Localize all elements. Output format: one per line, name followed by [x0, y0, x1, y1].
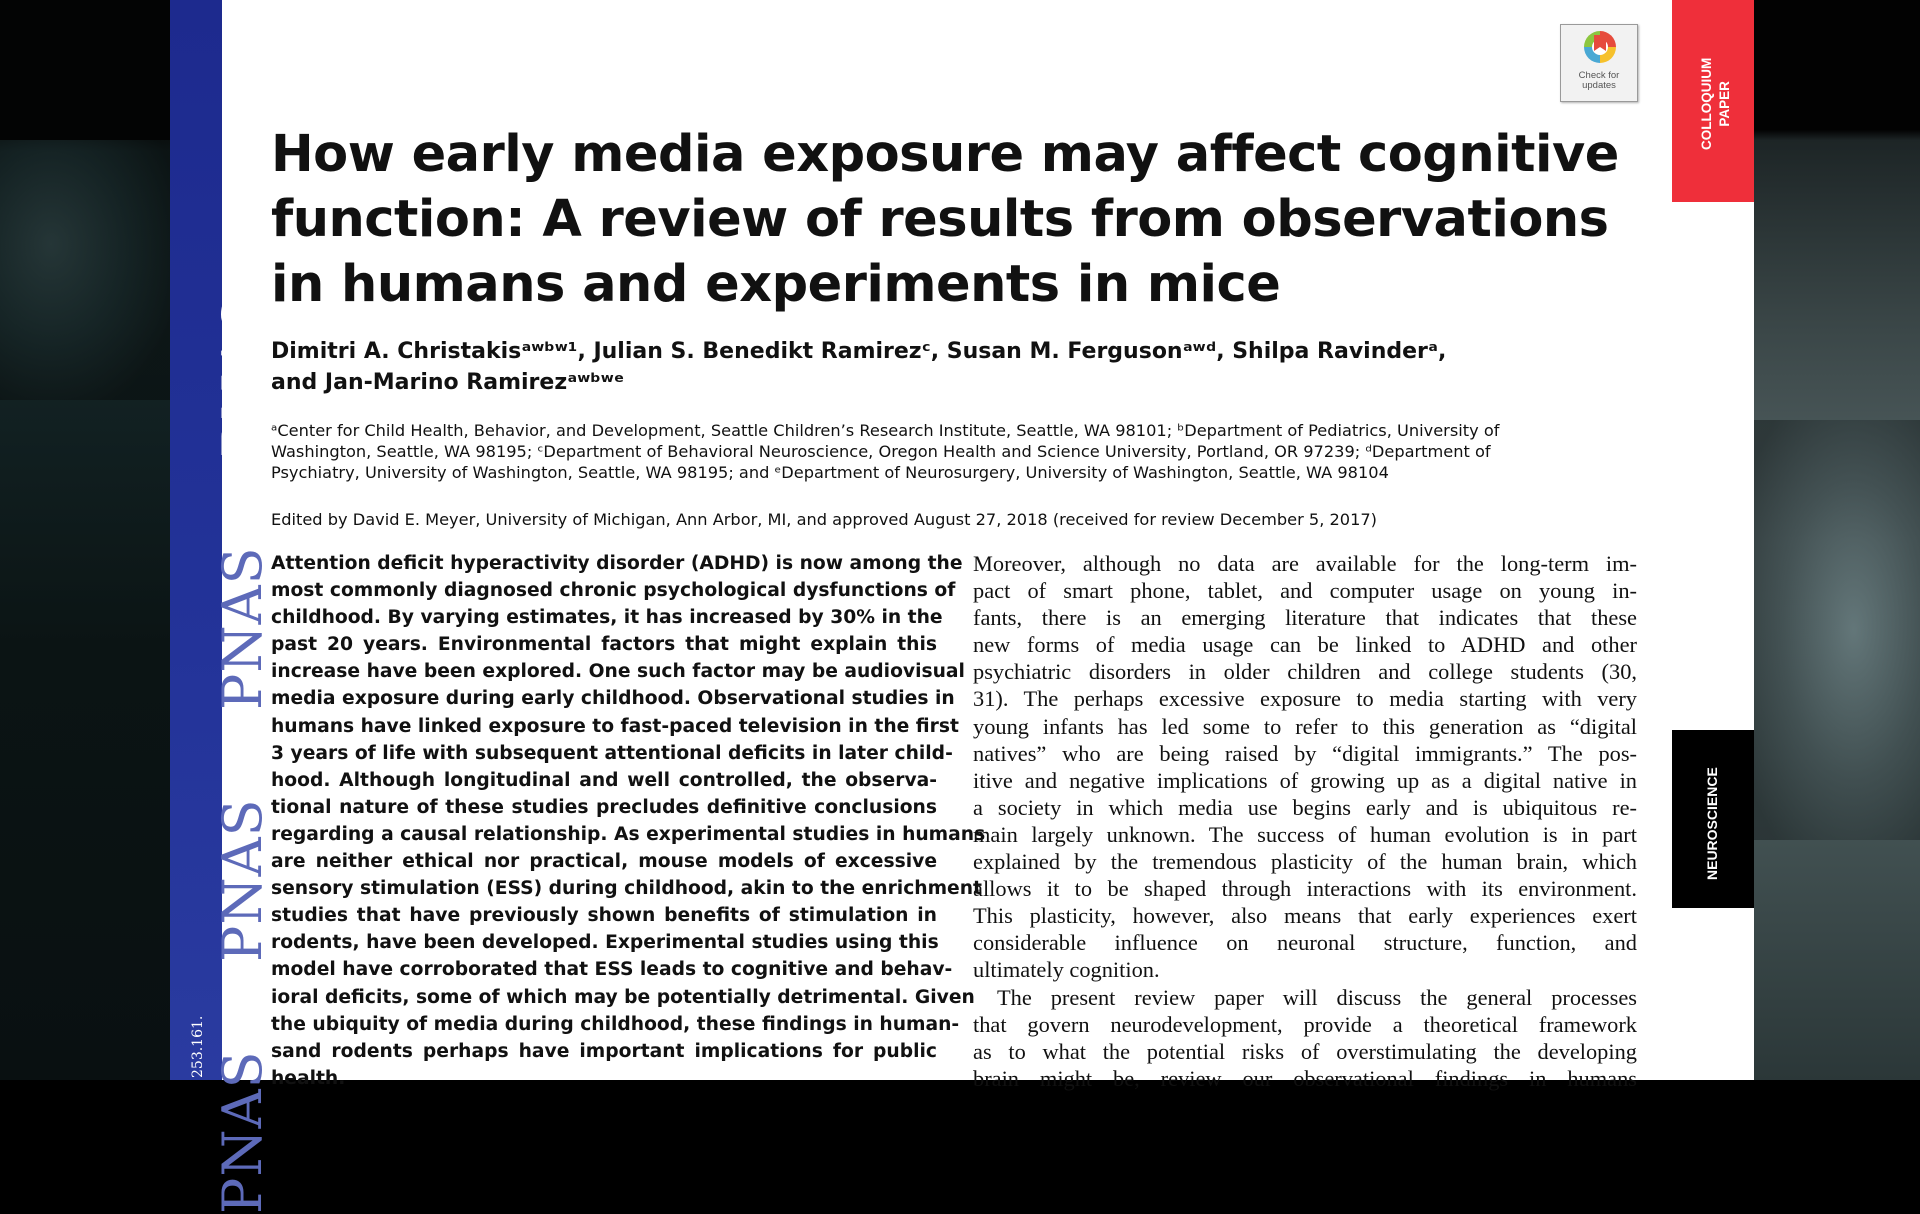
- abstract-line: sensory stimulation (ESS) during childhood, akin to the enrichment: [271, 878, 982, 900]
- abstract-line: humans have linked exposure to fast-paced television in the first: [271, 715, 959, 737]
- author-line: Dimitri A. Christakisᵃʷᵇʷ¹, Julian S. Benedikt Ramirezᶜ, Susan M. Fergusonᵃʷᵈ, Shilpa Ravinderᵃ,: [271, 339, 1447, 364]
- abstract-line: hood. Although longitudinal and well controlled, the observa-: [271, 769, 937, 791]
- pnas-side-bar: [170, 0, 274, 1214]
- doi-fragment: 253.161.: [190, 1015, 206, 1078]
- affiliations: [271, 420, 1601, 483]
- body-line: allows it to be shaped through interactions with its environment.: [973, 876, 1637, 902]
- body-line: fants, there is an emerging literature that indicates that these: [973, 605, 1637, 631]
- body-line: considerable influence on neuronal structure, function, and: [973, 930, 1637, 956]
- body-line: Moreover, although no data are available for the long-term im-: [973, 551, 1637, 576]
- body-line: young infants has led some to refer to this generation as “digital: [973, 713, 1637, 739]
- abstract-line: model have corroborated that ESS leads to cognitive and behav-: [271, 959, 953, 981]
- background-blur: [0, 140, 170, 400]
- colloquium-line1: COLLOQUIUM: [1699, 57, 1714, 150]
- body-line: ultimately cognition.: [973, 957, 1160, 983]
- body-line: The present review paper will discuss the general processes: [997, 984, 1637, 1010]
- affiliation-line: ᵃCenter for Child Health, Behavior, and Development, Seattle Children’s Research Institute, Seattle, WA 98101; ᵇDepartment of Pediatrics, University of: [271, 421, 1500, 440]
- body-line: psychiatric disorders in older children and college students (30,: [973, 659, 1637, 685]
- pnas-logo-text: PNAS: [211, 546, 274, 710]
- abstract-line: increase have been explored. One such factor may be audiovisual: [271, 661, 965, 683]
- body-line: This plasticity, however, also means that early experiences exert: [973, 903, 1637, 929]
- section-tab: [1672, 730, 1754, 908]
- abstract-line: the ubiquity of media during childhood, these findings in human-: [271, 1013, 960, 1035]
- colloquium-label: [1698, 58, 1734, 150]
- body-line: 31). The perhaps excessive exposure to media starting with very: [973, 686, 1637, 712]
- abstract-line: childhood. By varying estimates, it has increased by 30% in the: [271, 607, 943, 629]
- abstract-line: past 20 years. Environmental factors that might explain this: [271, 634, 937, 656]
- pnas-logo-text: PNAS: [211, 1050, 274, 1214]
- body-line: natives” who are being raised by “digital immigrants.” The pos-: [973, 740, 1637, 766]
- abstract-line: media exposure during early childhood. Observational studies in: [271, 688, 955, 710]
- body-line: itive and negative implications of growing up as a digital native in: [973, 767, 1637, 793]
- affiliation-line: Washington, Seattle, WA 98195; ᶜDepartment of Behavioral Neuroscience, Oregon Health and Science University, Portland, OR 97239; ᵈDepartment of: [271, 442, 1491, 461]
- abstract-line: Attention deficit hyperactivity disorder (ADHD) is now among the: [271, 553, 963, 574]
- author-list: [271, 336, 1571, 398]
- abstract-line: sand rodents perhaps have important implications for public: [271, 1040, 937, 1062]
- title-line: in humans and experiments in mice: [271, 255, 1281, 314]
- title-line: function: A review of results from observations: [271, 190, 1609, 249]
- abstract-line: studies that have previously shown benefits of stimulation in: [271, 905, 937, 927]
- body-line: main largely unknown. The success of human evolution is in part: [973, 821, 1637, 847]
- abstract: [271, 550, 986, 1092]
- background-left: [0, 0, 170, 1080]
- section-label: NEUROSCIENCE: [1704, 767, 1720, 880]
- body-line: new forms of media usage can be linked to ADHD and other: [973, 632, 1637, 658]
- abstract-line: ioral deficits, some of which may be potentially detrimental. Given: [271, 986, 975, 1008]
- colloquium-paper-tab: [1672, 0, 1754, 202]
- abstract-line: regarding a causal relationship. As experimental studies in humans: [271, 823, 986, 845]
- background-right: [1754, 0, 1920, 1080]
- paper-title: [271, 122, 1619, 317]
- body-line: that govern neurodevelopment, provide a theoretical framework: [973, 1011, 1637, 1037]
- body-line: pact of smart phone, tablet, and computer usage on young in-: [973, 578, 1637, 604]
- colloquium-line2: PAPER: [1717, 81, 1732, 127]
- pnas-logo: [173, 0, 274, 1214]
- abstract-line: health.: [271, 1067, 346, 1089]
- check-for-updates-button[interactable]: [1560, 24, 1638, 102]
- body-line: brain might be, review our observational findings in humans: [973, 1065, 1637, 1091]
- body-line: a society in which media use begins early and is ubiquitous re-: [973, 794, 1637, 820]
- abstract-line: rodents, have been developed. Experimental studies using this: [271, 932, 939, 954]
- abstract-line: most commonly diagnosed chronic psychological dysfunctions of: [271, 580, 956, 602]
- edited-by: Edited by David E. Meyer, University of Michigan, Ann Arbor, MI, and approved August 27, 2018 (received for review December 5, 2017): [271, 510, 1377, 529]
- paper-page: [170, 0, 1754, 1214]
- check-for-updates-label: Check for updates: [1578, 70, 1620, 91]
- body-line: as to what the potential risks of overstimulating the developing: [973, 1038, 1637, 1064]
- title-line: How early media exposure may affect cognitive: [271, 125, 1619, 184]
- affiliation-line: Psychiatry, University of Washington, Seattle, WA 98195; and ᵉDepartment of Neurosurgery, University of Washington, Seattle, WA 98104: [271, 463, 1389, 482]
- body-text: [973, 550, 1637, 1092]
- author-line: and Jan-Marino Ramirezᵃʷᵇʷᵉ: [271, 370, 625, 395]
- abstract-line: are neither ethical nor practical, mouse models of excessive: [271, 851, 937, 873]
- abstract-line: tional nature of these studies precludes definitive conclusions: [271, 796, 937, 818]
- pnas-logo-text: PNAS: [211, 798, 274, 962]
- background-glare: [1754, 420, 1920, 840]
- pnas-logo-text: PNAS: [211, 294, 274, 458]
- body-line: explained by the tremendous plasticity of the human brain, which: [973, 849, 1637, 875]
- abstract-line: 3 years of life with subsequent attentional deficits in later child-: [271, 742, 953, 764]
